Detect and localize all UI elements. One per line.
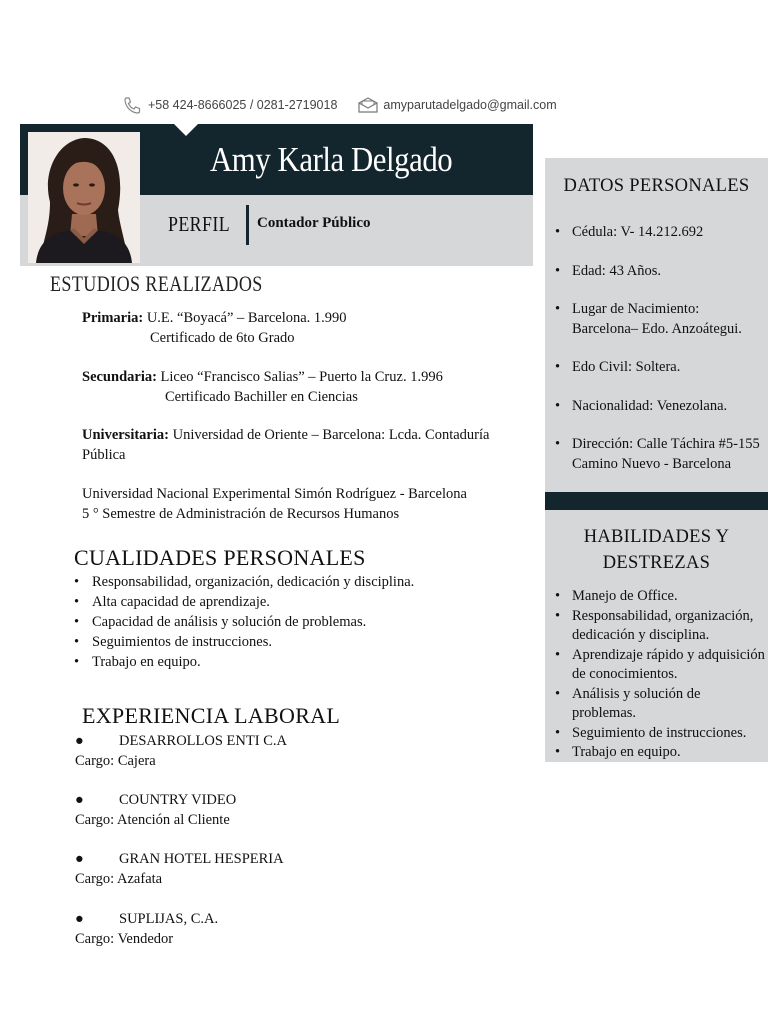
job-company: COUNTRY VIDEO (119, 792, 237, 808)
edu-universitaria (82, 426, 489, 465)
edu-unes (82, 485, 467, 524)
perfil-divider (246, 205, 249, 245)
section-title-experiencia: EXPERIENCIA LABORAL (82, 703, 341, 728)
list-item: • Capacidad de análisis y solución de problemas. (74, 612, 514, 632)
edu-universitaria-degree: Pública (82, 446, 126, 463)
job-company: DESARROLLOS ENTI C.A (119, 733, 287, 749)
list-item: • Edad: 43 Años. (545, 262, 768, 282)
email-address[interactable]: amyparutadelgado@gmail.com (383, 98, 557, 112)
edu-primaria-label: Primaria: (82, 310, 144, 326)
job-bullet: ● (75, 733, 84, 749)
edu-unes-school: Universidad Nacional Experimental Simón Rodríguez - Barcelona (82, 486, 467, 502)
list-item: • Edo Civil: Soltera. (545, 358, 768, 378)
edu-primaria-school: U.E. “Boyacá” – Barcelona. 1.990 (143, 310, 347, 326)
job-bullet: ● (75, 792, 84, 808)
job-bullet: ● (75, 851, 84, 867)
list-item: • Responsabilidad, organización, dedicación y disciplina. (545, 607, 768, 646)
list-item: • Alta capacidad de aprendizaje. (74, 592, 514, 612)
job-role: Cargo: Atención al Cliente (75, 812, 230, 828)
job-entry (75, 849, 284, 889)
list-item: • Manejo de Office. (545, 587, 768, 607)
habilidades-title-line1: HABILIDADES Y (583, 527, 730, 547)
contact-bar (122, 95, 557, 115)
section-title-cualidades: CUALIDADES PERSONALES (74, 545, 366, 570)
list-item: • Dirección: Calle Táchira #5-155 Camino Nuevo - Barcelona (545, 435, 768, 474)
job-role: Cargo: Azafata (75, 871, 163, 887)
job-role: Cargo: Vendedor (75, 931, 174, 947)
phone-icon (122, 96, 142, 114)
job-entry (75, 909, 218, 949)
edu-secundaria (82, 368, 443, 407)
list-item: • Trabajo en equipo. (545, 743, 768, 763)
habilidades-title-line2: DESTREZAS (602, 553, 711, 573)
sidebar-habilidades (545, 510, 768, 762)
list-item: • Seguimiento de instrucciones. (545, 724, 768, 744)
edu-primaria-cert: Certificado de 6to Grado (150, 329, 295, 346)
list-item: • Responsabilidad, organización, dedicación y disciplina. (74, 572, 514, 592)
edu-universitaria-label: Universitaria: (82, 427, 169, 443)
full-name: Amy Karla Delgado (210, 140, 453, 179)
profile-photo (28, 132, 140, 263)
list-item: • Nacionalidad: Venezolana. (545, 397, 768, 417)
list-item: • Seguimientos de instrucciones. (74, 632, 514, 652)
perfil-text: Contador Público (257, 215, 371, 231)
job-company: SUPLIJAS, C.A. (119, 911, 219, 927)
sidebar-divider-band (545, 492, 768, 510)
edu-secundaria-label: Secundaria: (82, 369, 157, 385)
datos-list (545, 223, 768, 474)
job-company: GRAN HOTEL HESPERIA (119, 851, 284, 867)
section-title-habilidades (545, 524, 768, 576)
cualidades-list (74, 572, 514, 672)
edu-universitaria-school: Universidad de Oriente – Barcelona: Lcda. Contaduría (168, 427, 490, 443)
list-item: • Cédula: V- 14.212.692 (545, 223, 768, 243)
list-item: • Trabajo en equipo. (74, 652, 514, 672)
job-entry (75, 790, 236, 830)
edu-secundaria-cert: Certificado Bachiller en Ciencias (165, 388, 358, 405)
section-title-datos: DATOS PERSONALES (563, 176, 750, 196)
habilidades-list (545, 587, 768, 763)
list-item: • Análisis y solución de problemas. (545, 685, 768, 724)
phone-numbers: +58 424-8666025 / 0281-2719018 (148, 98, 338, 112)
sidebar-datos-personales (545, 158, 768, 492)
edu-primaria (82, 309, 347, 348)
mail-icon (357, 97, 379, 113)
header-notch (174, 124, 198, 136)
section-title-estudios: ESTUDIOS REALIZADOS (50, 271, 263, 296)
job-bullet: ● (75, 911, 84, 927)
edu-secundaria-school: Liceo “Francisco Salias” – Puerto la Cruz. 1.996 (156, 369, 443, 385)
list-item: • Aprendizaje rápido y adquisición de conocimientos. (545, 646, 768, 685)
perfil-label: PERFIL (168, 212, 231, 236)
job-role: Cargo: Cajera (75, 753, 156, 769)
edu-unes-semester: 5 ° Semestre de Administración de Recursos Humanos (82, 505, 400, 522)
list-item: • Lugar de Nacimiento: Barcelona– Edo. Anzoátegui. (545, 300, 768, 339)
job-entry (75, 731, 287, 771)
